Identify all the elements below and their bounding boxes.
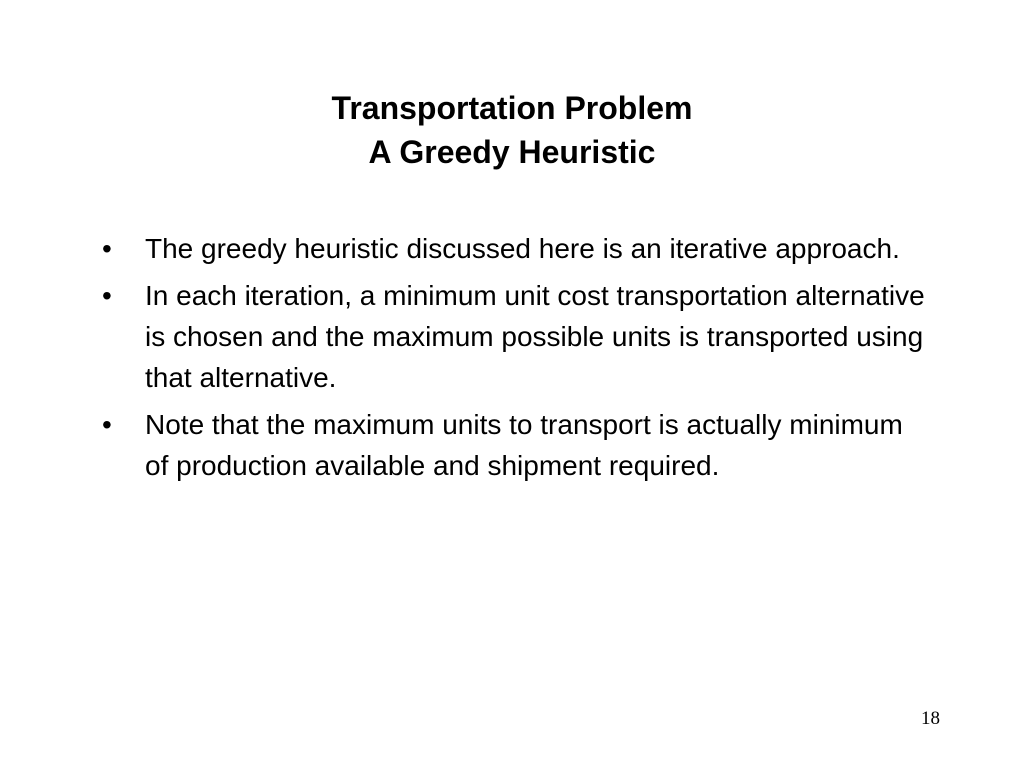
bullet-item — [100, 228, 930, 269]
bullet-icon: • — [102, 280, 112, 311]
title-line-2: A Greedy Heuristic — [368, 134, 656, 170]
bullet-text: In each iteration, a minimum unit cost transportation alternative is chosen and the maximum possible units is transported using that alternative. — [145, 280, 925, 393]
page-number: 18 — [921, 708, 940, 729]
title-line-1: Transportation Problem — [331, 90, 693, 126]
bullet-text: The greedy heuristic discussed here is an iterative approach. — [145, 233, 900, 264]
slide-title — [0, 86, 1024, 174]
bullet-icon: • — [102, 233, 112, 264]
bullet-text: Note that the maximum units to transport is actually minimum of production available and shipment required. — [145, 409, 903, 481]
bullet-list — [100, 228, 930, 492]
bullet-icon: • — [102, 409, 112, 440]
bullet-item — [100, 404, 930, 486]
bullet-item — [100, 275, 930, 398]
